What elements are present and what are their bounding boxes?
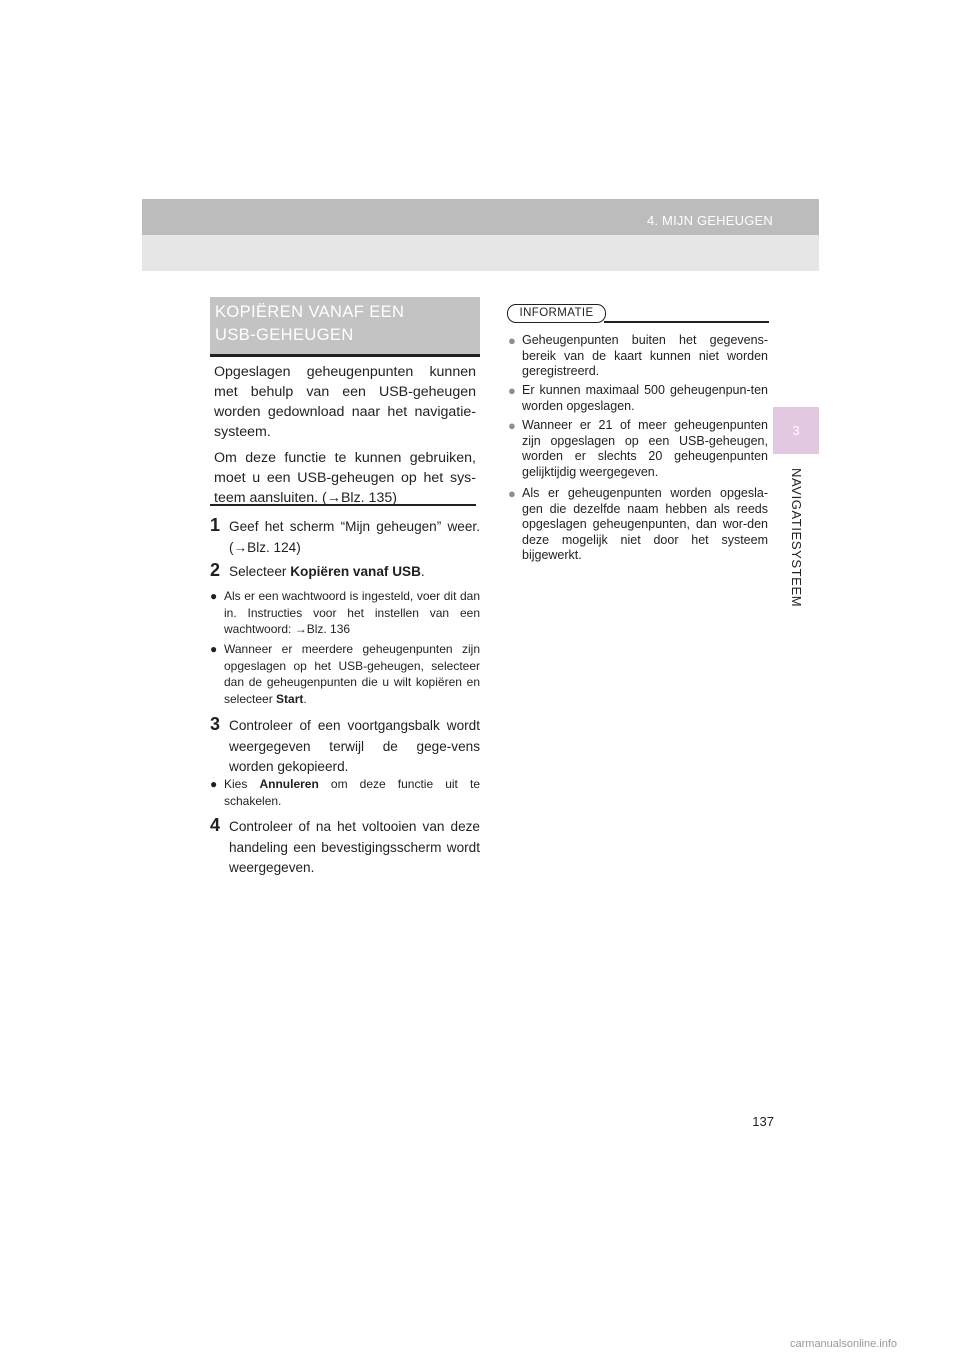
info-text: Wanneer er 21 of meer geheugenpunten zijn opgeslagen op een USB-geheugen, worden er slechts 20 geheugenpunten gelijktijdig weergegeven. — [522, 418, 768, 479]
info-bullet-icon: ● — [508, 418, 516, 433]
informatie-label: INFORMATIE — [507, 304, 606, 323]
intro-paragraph-2: Om deze functie te kunnen gebruiken, moet u een USB-geheugen op het sys-teem aansluiten. (→Blz. 135) — [214, 450, 476, 506]
chapter-side-label: NAVIGATIESYSTEEM — [789, 468, 804, 608]
bullet-icon: ● — [210, 777, 218, 791]
kopieren-vanaf-usb-label: Kopiëren vanaf USB — [290, 564, 421, 579]
informatie-rule — [604, 321, 769, 323]
bullet-text: Wanneer er meerdere geheugenpunten zijn opgeslagen op het USB-geheugen, selecteer dan de geheugenpunten die u wilt kopiëren en selecteer Start. — [224, 642, 480, 706]
header-title: 4. MIJN GEHEUGEN — [647, 213, 773, 228]
step-4 — [210, 817, 480, 879]
info-bullet-icon: ● — [508, 486, 516, 501]
step-1 — [210, 517, 480, 558]
step-number: 1 — [210, 515, 221, 535]
info-text: Als er geheugenpunten worden opgesla-gen die dezelfde naam hebben als reeds opgeslagen geheugenpunten, dan wor-den deze mogelijk niet door het systeem bijgewerkt. — [522, 486, 768, 562]
bullet-password — [210, 588, 480, 638]
info-item-4 — [508, 486, 768, 564]
page-number: 137 — [752, 1114, 774, 1129]
footer-watermark[interactable]: carmanualsonline.info — [790, 1338, 898, 1350]
step-number: 4 — [210, 815, 221, 835]
intro-box — [210, 362, 476, 506]
step-number: 2 — [210, 560, 221, 580]
bullet-cancel — [210, 776, 480, 809]
section-title-line1: KOPIËREN VANAF EEN — [215, 303, 405, 321]
header-top-bar — [142, 199, 819, 235]
info-text: Er kunnen maximaal 500 geheugenpun-ten worden opgeslagen. — [522, 383, 768, 413]
step-2 — [210, 562, 480, 583]
info-item-3 — [508, 418, 768, 480]
info-text: Geheugenpunten buiten het gegevens-bereik van de kaart kunnen niet worden geregistreerd. — [522, 333, 768, 378]
step-3 — [210, 716, 480, 778]
bullet-text: Als er een wachtwoord is ingesteld, voer dit dan in. Instructies voor het instellen van een wachtwoord: →Blz. 136 — [224, 589, 480, 636]
step-text: Controleer of een voortgangsbalk wordt weergegeven terwijl de gege-vens worden gekopieerd. — [229, 718, 480, 774]
bullet-icon: ● — [210, 589, 218, 603]
step-text: Selecteer Kopiëren vanaf USB. — [229, 564, 425, 579]
bullet-icon: ● — [210, 642, 218, 656]
info-item-1 — [508, 333, 768, 380]
start-label: Start — [276, 691, 304, 706]
step-text: Controleer of na het voltooien van deze handeling een bevestigingsscherm wordt weergegeven. — [229, 819, 480, 875]
annuleren-label: Annuleren — [259, 777, 319, 791]
bullet-multiple-points — [210, 641, 480, 707]
info-item-2 — [508, 383, 768, 414]
section-heading — [210, 297, 480, 357]
step-text: Geef het scherm “Mijn geheugen” weer. (→Blz. 124) — [229, 519, 480, 555]
intro-paragraph-1: Opgeslagen geheugenpunten kunnen met behulp van een USB-geheugen worden gedownload naar het navigatie-systeem. — [214, 364, 476, 440]
bullet-text: Kies Annuleren om deze functie uit te schakelen. — [224, 777, 480, 808]
chapter-tab[interactable] — [773, 407, 819, 454]
step-number: 3 — [210, 714, 221, 734]
info-bullet-icon: ● — [508, 333, 516, 348]
section-title-line2: USB-GEHEUGEN — [215, 326, 354, 344]
chapter-number: 3 — [792, 423, 800, 438]
header-band — [142, 199, 819, 271]
info-bullet-icon: ● — [508, 383, 516, 398]
